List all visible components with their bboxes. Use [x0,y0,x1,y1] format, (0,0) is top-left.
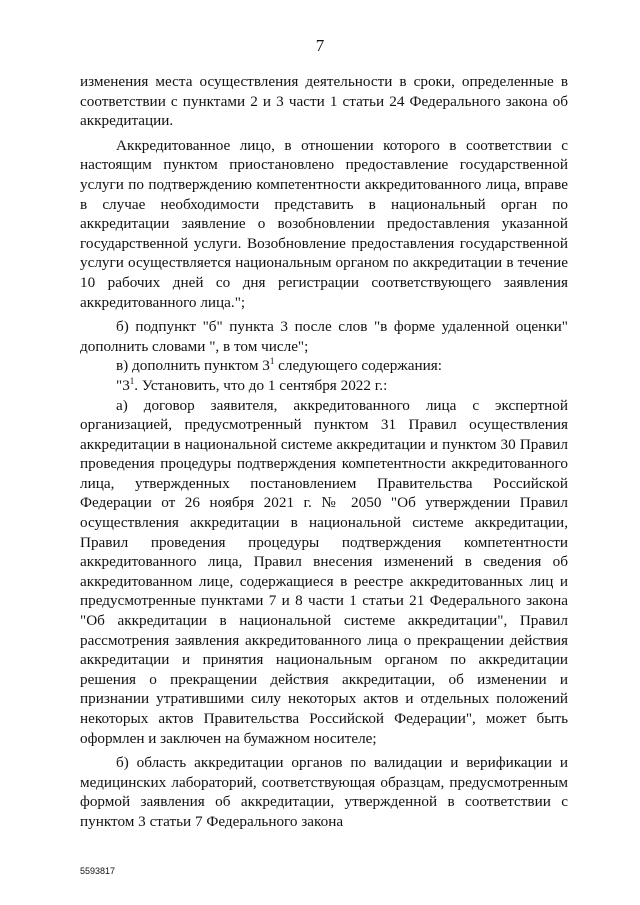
paragraph-item-b: б) область аккредитации органов по валидации и верификации и медицинских лабораторий, соответствующая образцам, предусмотренным формой заявления об аккредитации, утвержденной в соответствии с пунктом 3 статьи 7 Федерального закона [80,754,568,830]
paragraph-continuation: изменения места осуществления деятельности в сроки, определенные в соответствии с пунктами 2 и 3 части 1 статьи 24 Федерального закона об аккредитации. [80,73,568,130]
paragraph-point-3-1-text: "3 [116,376,130,394]
document-body [80,72,568,832]
paragraph-subpoint-v-text: в) дополнить пунктом 3 [116,357,270,375]
paragraph-subpoint-b: б) подпункт "б" пункта 3 после слов "в форме удаленной оценки" дополнить словами ", в том числе"; [80,318,568,355]
paragraph-subpoint-v-tail: следующего содержания: [274,357,442,375]
superscript-marker: 1 [269,356,275,367]
paragraph-subpoint-v [80,356,568,376]
paragraph-point-3-1-tail: . Установить, что до 1 сентября 2022 г.: [134,376,388,394]
document-code: 5593817 [80,866,116,876]
paragraph-accredited-person: Аккредитованное лицо, в отношении которого в соответствии с настоящим пунктом приостановлено предоставление государственной услуги по подтверждению компетентности аккредитованного лица, вправе в случае необходимости представить в национальный орган по аккредитации заявление о возобновлении предоставления указанной государственной услуги. Возобновление предоставления государственной услуги осуществляется национальным органом по аккредитации в течение 10 рабочих дней со дня регистрации соответствующего заявления аккредитованного лица."; [80,136,568,311]
paragraph-point-3-1 [80,376,568,396]
superscript-marker: 1 [129,375,135,386]
paragraph-item-a: а) договор заявителя, аккредитованного лица с экспертной организацией, предусмотренный пунктом 31 Правил осуществления аккредитации в национальной системе аккредитации и пунктом 30 Правил проведения процедуры подтверждения компетентности аккредитованного лица, утвержденных постановлением Правительства Российской Федерации от 26 ноября 2021 г. № 2050 "Об утверждении Правил осуществления аккредитации в национальной системе аккредитации, Правил проведения процедуры подтверждения компетентности аккредитованного лица, Правил внесения изменений в сведения об аккредитованном лице, содержащиеся в реестре аккредитованных лиц и предусмотренные пунктами 7 и 8 части 1 статьи 21 Федерального закона "Об аккредитации в национальной системе аккредитации", Правил рассмотрения заявления аккредитованного лица о прекращении действия аккредитации и принятия национальным органом по аккредитации решения о прекращении действия аккредитации, об изменении и признании утратившими силу некоторых актов и отдельных положений некоторых актов Правительства Российской Федерации", может быть оформлен и заключен на бумажном носителе; [80,396,568,747]
page-number: 7 [315,36,325,55]
